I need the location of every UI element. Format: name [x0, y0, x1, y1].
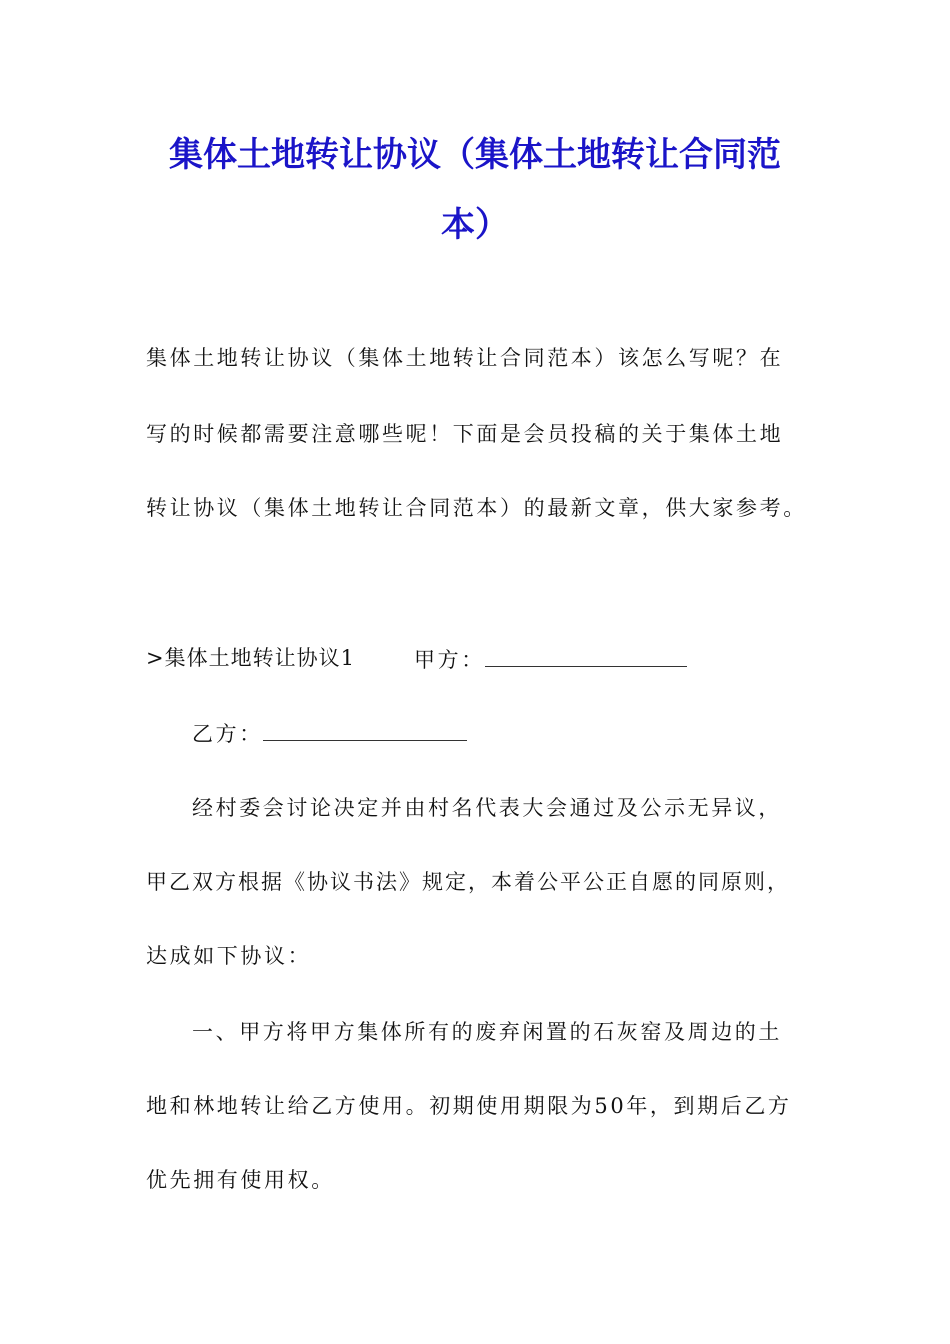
- party-b-blank: [263, 722, 467, 741]
- clause1-line-2: 地和林地转让给乙方使用。初期使用期限为50年，到期后乙方: [146, 1094, 792, 1118]
- intro-line-3: 转让协议（集体土地转让合同范本）的最新文章，供大家参考。: [146, 496, 807, 520]
- clause1-line-3: 优先拥有使用权。: [146, 1168, 335, 1192]
- intro-line-2: 写的时候都需要注意哪些呢！下面是会员投稿的关于集体土地: [146, 422, 784, 446]
- party-a-blank: [485, 648, 687, 667]
- para1-line-2: 甲乙双方根据《协议书法》规定，本着公平公正自愿的同原则，: [146, 870, 790, 894]
- party-b-row: [192, 722, 467, 745]
- party-a-row: [414, 648, 687, 671]
- clause1-line-1: 一、甲方将甲方集体所有的废弃闲置的石灰窑及周边的土: [192, 1020, 782, 1044]
- intro-line-1: 集体土地转让协议（集体土地转让合同范本）该怎么写呢？在: [146, 346, 784, 370]
- para1-line-3: 达成如下协议：: [146, 944, 312, 968]
- party-b-label: 乙方：: [192, 722, 263, 746]
- agreement-heading: >集体土地转让协议1: [146, 646, 355, 670]
- para1-line-1: 经村委会讨论决定并由村名代表大会通过及公示无异议，: [192, 796, 782, 820]
- document-title-line-2: 本）: [441, 205, 509, 245]
- document-title-line-1: 集体土地转让协议（集体土地转让合同范: [169, 135, 781, 175]
- party-a-label: 甲方：: [414, 648, 485, 672]
